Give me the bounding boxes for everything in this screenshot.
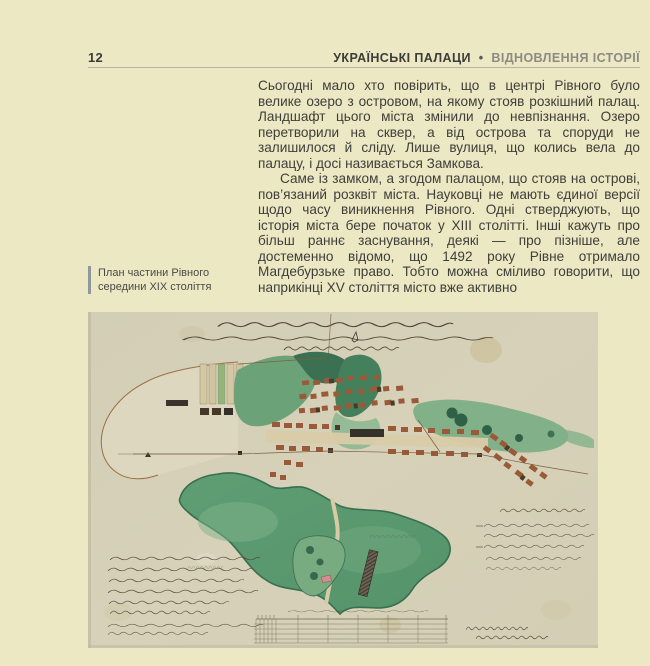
title-separator-dot: • bbox=[478, 51, 484, 65]
figure-caption bbox=[88, 266, 248, 294]
running-title-primary: УКРАЇНСЬКІ ПАЛАЦИ bbox=[333, 51, 471, 65]
header-rule bbox=[88, 67, 640, 68]
page-number: 12 bbox=[88, 50, 104, 65]
running-title bbox=[200, 51, 640, 65]
paragraph-2: Саме із замком, а згодом палацом, що стояв на острові, пов’язаний розквіт міста. Науковці не мають єдиної версії щодо часу виникнення Рівного. Одні стверджують, що історія міста бере початок у XIII столітті. Інші кажуть про більш раннє заснування, деякі — про пізніше, але достеменно відомо, що 1492 року Рівне отримало Магдебурзьке право. Тобто можна сміливо говорити, що наприкінці XV століття місто вже активно bbox=[258, 171, 640, 295]
paragraph-1: Сьогодні мало хто повірить, що в центрі Рівного було велике озеро з островом, на якому стояв розкішний палац. Ландшафт цього міста змінили до невпізнання. Озеро перетворили на сквер, а від острова та споруди не залишилося й сліду. Лише вулиця, що колись вела до палацу, і досі називається Замкова. bbox=[258, 78, 640, 171]
caption-accent-bar bbox=[88, 266, 91, 294]
historic-map-image bbox=[88, 312, 598, 648]
caption-text: План частини Рівного середини XIX століття bbox=[98, 267, 212, 293]
running-title-secondary: ВІДНОВЛЕННЯ ІСТОРІЇ bbox=[491, 51, 640, 65]
map-figure bbox=[88, 312, 598, 648]
article-text bbox=[258, 78, 640, 295]
